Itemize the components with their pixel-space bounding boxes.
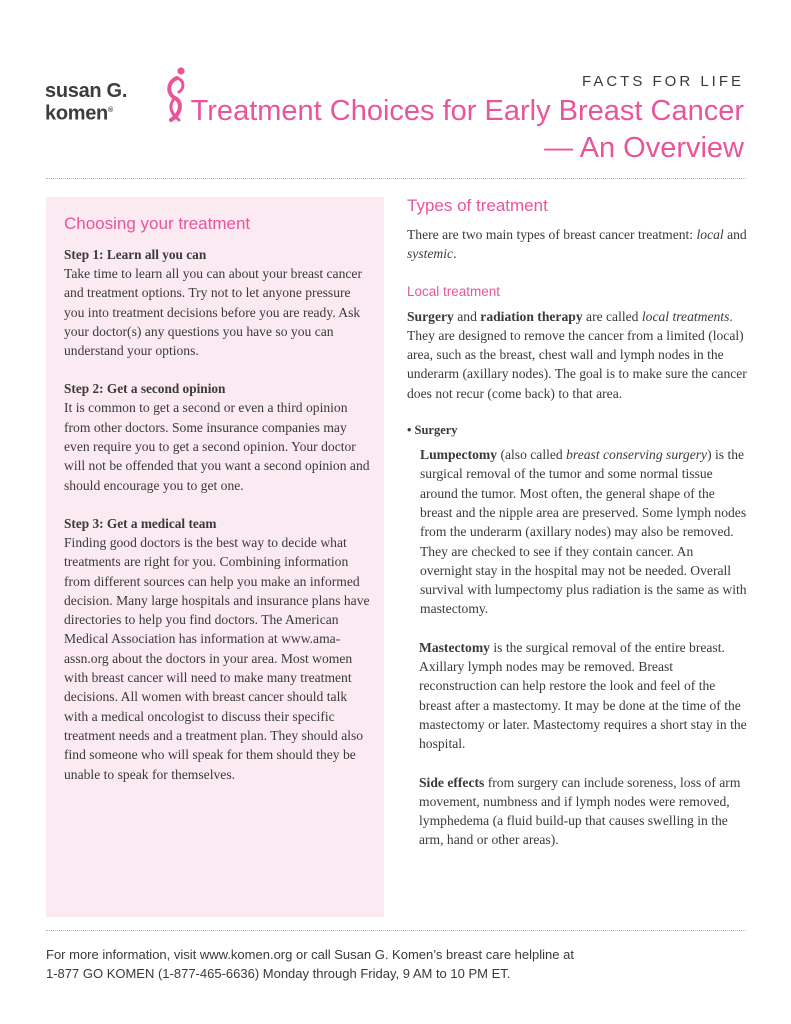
types-intro: There are two main types of breast cancer treatment: local and systemic. — [407, 227, 747, 262]
komen-logo — [45, 62, 195, 126]
logo-registered-mark: ® — [107, 107, 113, 114]
mastectomy-paragraph: Mastectomy is the surgical removal of the entire breast. Axillary lymph nodes may be removed. Breast reconstruction can help restore the look and feel of the breast after a mastectomy. It may be done at the time of the mastectomy or later. Mastectomy requires a short stay in the hospital. — [419, 639, 747, 752]
page-title: Treatment Choices for Early Breast Cancer — An Overview — [190, 95, 744, 164]
step-3-body: Finding good doctors is the best way to decide what treatments are right for you. Combining information from different sources can help you make an informed decision. Many large hospitals and insurance plans have directories to help you find doctors. The American Medical Association has information at www.ama-assn.org about the doctors in your area. Most women with breast cancer will need to make many treatment decisions. All women with breast cancer should talk with a medical oncologist to discuss their specific treatment needs and a treatment plan. They should also find someone who will speak for them should they be unable to speak for themselves. — [64, 534, 370, 782]
local-treatment-heading: Local treatment — [407, 283, 501, 299]
step-2-title: Step 2: Get a second opinion — [64, 381, 226, 397]
choosing-heading: Choosing your treatment — [64, 214, 251, 233]
logo-line-2: komen — [45, 102, 108, 125]
lumpectomy-paragraph: Lumpectomy (also called breast conserving surgery) is the surgical removal of the tumor and some normal tissue around the tumor. Most often, the general shape of the breast and the nipple area are preserved. Some lymph nodes from the underarm (axillary nodes) may also be removed. They are checked to see if they contain cancer. An overnight stay in the hospital may not be needed. Overall survival with lumpectomy plus radiation is the same as with mastectomy. — [420, 447, 747, 617]
surgery-bullet: • Surgery — [407, 423, 458, 438]
side-effects-paragraph: Side effects from surgery can include soreness, loss of arm movement, numbness and if lymph nodes were removed, lymphedema (a fluid build-up that causes swelling in the arm, hand or other areas). — [419, 774, 741, 848]
step-1-body: Take time to learn all you can about your breast cancer and treatment options. Try not to let anyone pressure you into treatment decisions before you are ready. Ask your doctor(s) any questions you have so you can understand your options. — [64, 266, 362, 359]
footer-line-1: For more information, visit www.komen.org or call Susan G. Komen’s breast care helpline at — [46, 947, 574, 962]
choosing-treatment-panel — [46, 197, 384, 917]
header-divider — [46, 178, 746, 179]
eyebrow-label: FACTS FOR LIFE — [581, 73, 744, 90]
local-treatment-body: Surgery and radiation therapy are called local treatments. They are designed to remove the cancer from a limited (local) area, such as the breast, chest wall and lymph nodes in the underarm (axillary nodes). The goal is to make sure the cancer does not recur (come back) to that area. — [407, 308, 747, 401]
footer-divider — [46, 930, 746, 931]
logo-line-1: susan G. — [45, 80, 128, 102]
footer-line-2: 1-877 GO KOMEN (1-877-465-6636) Monday through Friday, 9 AM to 10 PM ET. — [46, 966, 511, 981]
step-2-body: It is common to get a second or even a third opinion from other doctors. Some insurance companies may even require you to get a second opinion. Your doctor will not be offended that you want a second opinion and should encourage you to get one. — [64, 400, 370, 493]
types-of-treatment-column — [407, 195, 747, 850]
footer-contact — [46, 945, 746, 983]
types-heading: Types of treatment — [407, 196, 548, 215]
step-1-title: Step 1: Learn all you can — [64, 247, 207, 262]
logo-wordmark — [45, 82, 127, 124]
step-3-title: Step 3: Get a medical team — [64, 515, 217, 531]
